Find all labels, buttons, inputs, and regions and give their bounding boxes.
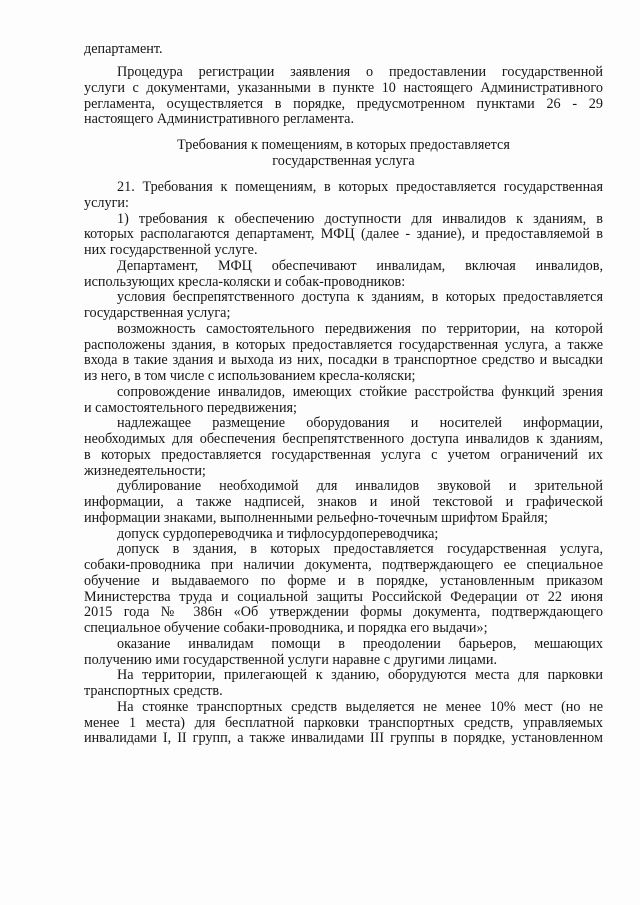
text-line: Процедура регистрации заявления о предоставлении государственной xyxy=(117,64,603,80)
text-line: расположены здания, в которых предоставляется государственная услуга, а также xyxy=(84,336,603,353)
text-line: дублирование необходимой для инвалидов звуковой и зрительной xyxy=(117,478,603,495)
text-column xyxy=(84,42,603,747)
text-line: услуги с документами, указанными в пункте 10 настоящего Административного xyxy=(84,79,603,96)
text-line: информации, а также надписей, знаков и иной текстовой и графической xyxy=(84,494,603,510)
text-line: транспортных средств. xyxy=(84,683,223,699)
text-line: использующих кресла-коляски и собак-проводников: xyxy=(84,273,406,290)
text-line: в которых предоставляется государственная услуга с учетом ограничений их xyxy=(84,446,603,463)
section-heading-line: Требования к помещениям, в которых предоставляется xyxy=(177,137,510,153)
text-line: услуги: xyxy=(84,194,129,211)
text-line: надлежащее размещение оборудования и носителей информации, xyxy=(117,415,603,432)
text-line: обучение и выдаваемого по форме и в порядке, установленным приказом xyxy=(84,572,603,589)
paragraph xyxy=(84,385,603,417)
text-line: условия беспрепятственного доступа к зданиям, в которых предоставляется xyxy=(117,289,603,306)
procedure-paragraph xyxy=(84,65,603,128)
paragraph xyxy=(84,668,603,700)
paragraph xyxy=(84,542,603,637)
text-line: возможность самостоятельного передвижения по территории, на которой xyxy=(117,320,603,337)
clause-21 xyxy=(84,180,603,747)
paragraph xyxy=(84,259,603,291)
text-line: из него, в том числе с использованием кресла-коляски; xyxy=(84,368,416,384)
text-line: получению ими государственной услуги наравне с другими лицами. xyxy=(84,651,498,668)
paragraph xyxy=(84,290,603,322)
text-line: регламента, осуществляется в порядке, предусмотренном пунктами 26 - 29 xyxy=(84,95,603,112)
text-line: которых располагаются департамент, МФЦ (далее - здание), и предоставляемой в xyxy=(84,226,603,243)
paragraph xyxy=(84,322,603,385)
text-line: Министерства труда и социальной защиты Российской Федерации от 22 июня xyxy=(84,588,603,605)
text-line: настоящего Административного регламента. xyxy=(84,111,355,128)
section-heading-line: государственная услуга xyxy=(272,152,415,169)
text-line: и самостоятельного передвижения; xyxy=(84,399,297,416)
text-line: необходимых для обеспечения беспрепятственного доступа инвалидов к зданиям, xyxy=(84,431,603,447)
text-line: жизнедеятельности; xyxy=(84,462,206,479)
text-line: инвалидами I, II групп, а также инвалидами III группы в порядке, установленном xyxy=(84,730,603,747)
paragraph xyxy=(84,637,603,669)
text-line: На стоянке транспортных средств выделяется не менее 10% мест (но не xyxy=(117,698,603,715)
text-line: сопровождение инвалидов, имеющих стойкие расстройства функций зрения xyxy=(117,383,603,400)
paragraph xyxy=(84,479,603,526)
section-heading xyxy=(84,138,603,170)
text-line: допуск в здания, в которых предоставляется государственная услуга, xyxy=(117,541,603,558)
paragraph xyxy=(84,212,603,259)
paragraph xyxy=(84,416,603,479)
text-line: государственная услуга; xyxy=(84,305,231,321)
text-line: 21. Требования к помещениям, в которых предоставляется государственная xyxy=(117,179,603,195)
text-line: 2015 года № 386н «Об утверждении формы документа, подтверждающего xyxy=(84,604,603,621)
text-line: 1) требования к обеспечению доступности для инвалидов к зданиям, в xyxy=(117,210,603,227)
text-line: оказание инвалидам помощи в преодолении барьеров, мешающих xyxy=(117,635,603,652)
text-line: собаки-проводника при наличии документа, подтверждающего ее специальное xyxy=(84,557,603,573)
text-line: менее 1 места) для бесплатной парковки транспортных средств, управляемых xyxy=(84,714,603,731)
text-line: информации знаками, выполненными рельефно-точечным шрифтом Брайля; xyxy=(84,509,548,526)
text-line: Департамент, МФЦ обеспечивают инвалидам, включая инвалидов, xyxy=(117,257,603,274)
paragraph xyxy=(84,527,603,543)
paragraph xyxy=(84,180,603,212)
text-line: них государственной услуге. xyxy=(84,242,258,258)
text-line: допуск сурдопереводчика и тифлосурдопереводчика; xyxy=(117,525,439,542)
text-line: специальное обучение собаки-проводника, и порядка его выдачи»; xyxy=(84,620,488,636)
continuation-line: департамент. xyxy=(84,41,163,57)
text-line: На территории, прилегающей к зданию, оборудуются места для парковки xyxy=(117,667,603,684)
text-line: входа в такие здания и выхода из них, посадки в транспортное средство и высадки xyxy=(84,352,603,369)
paragraph xyxy=(84,700,603,747)
